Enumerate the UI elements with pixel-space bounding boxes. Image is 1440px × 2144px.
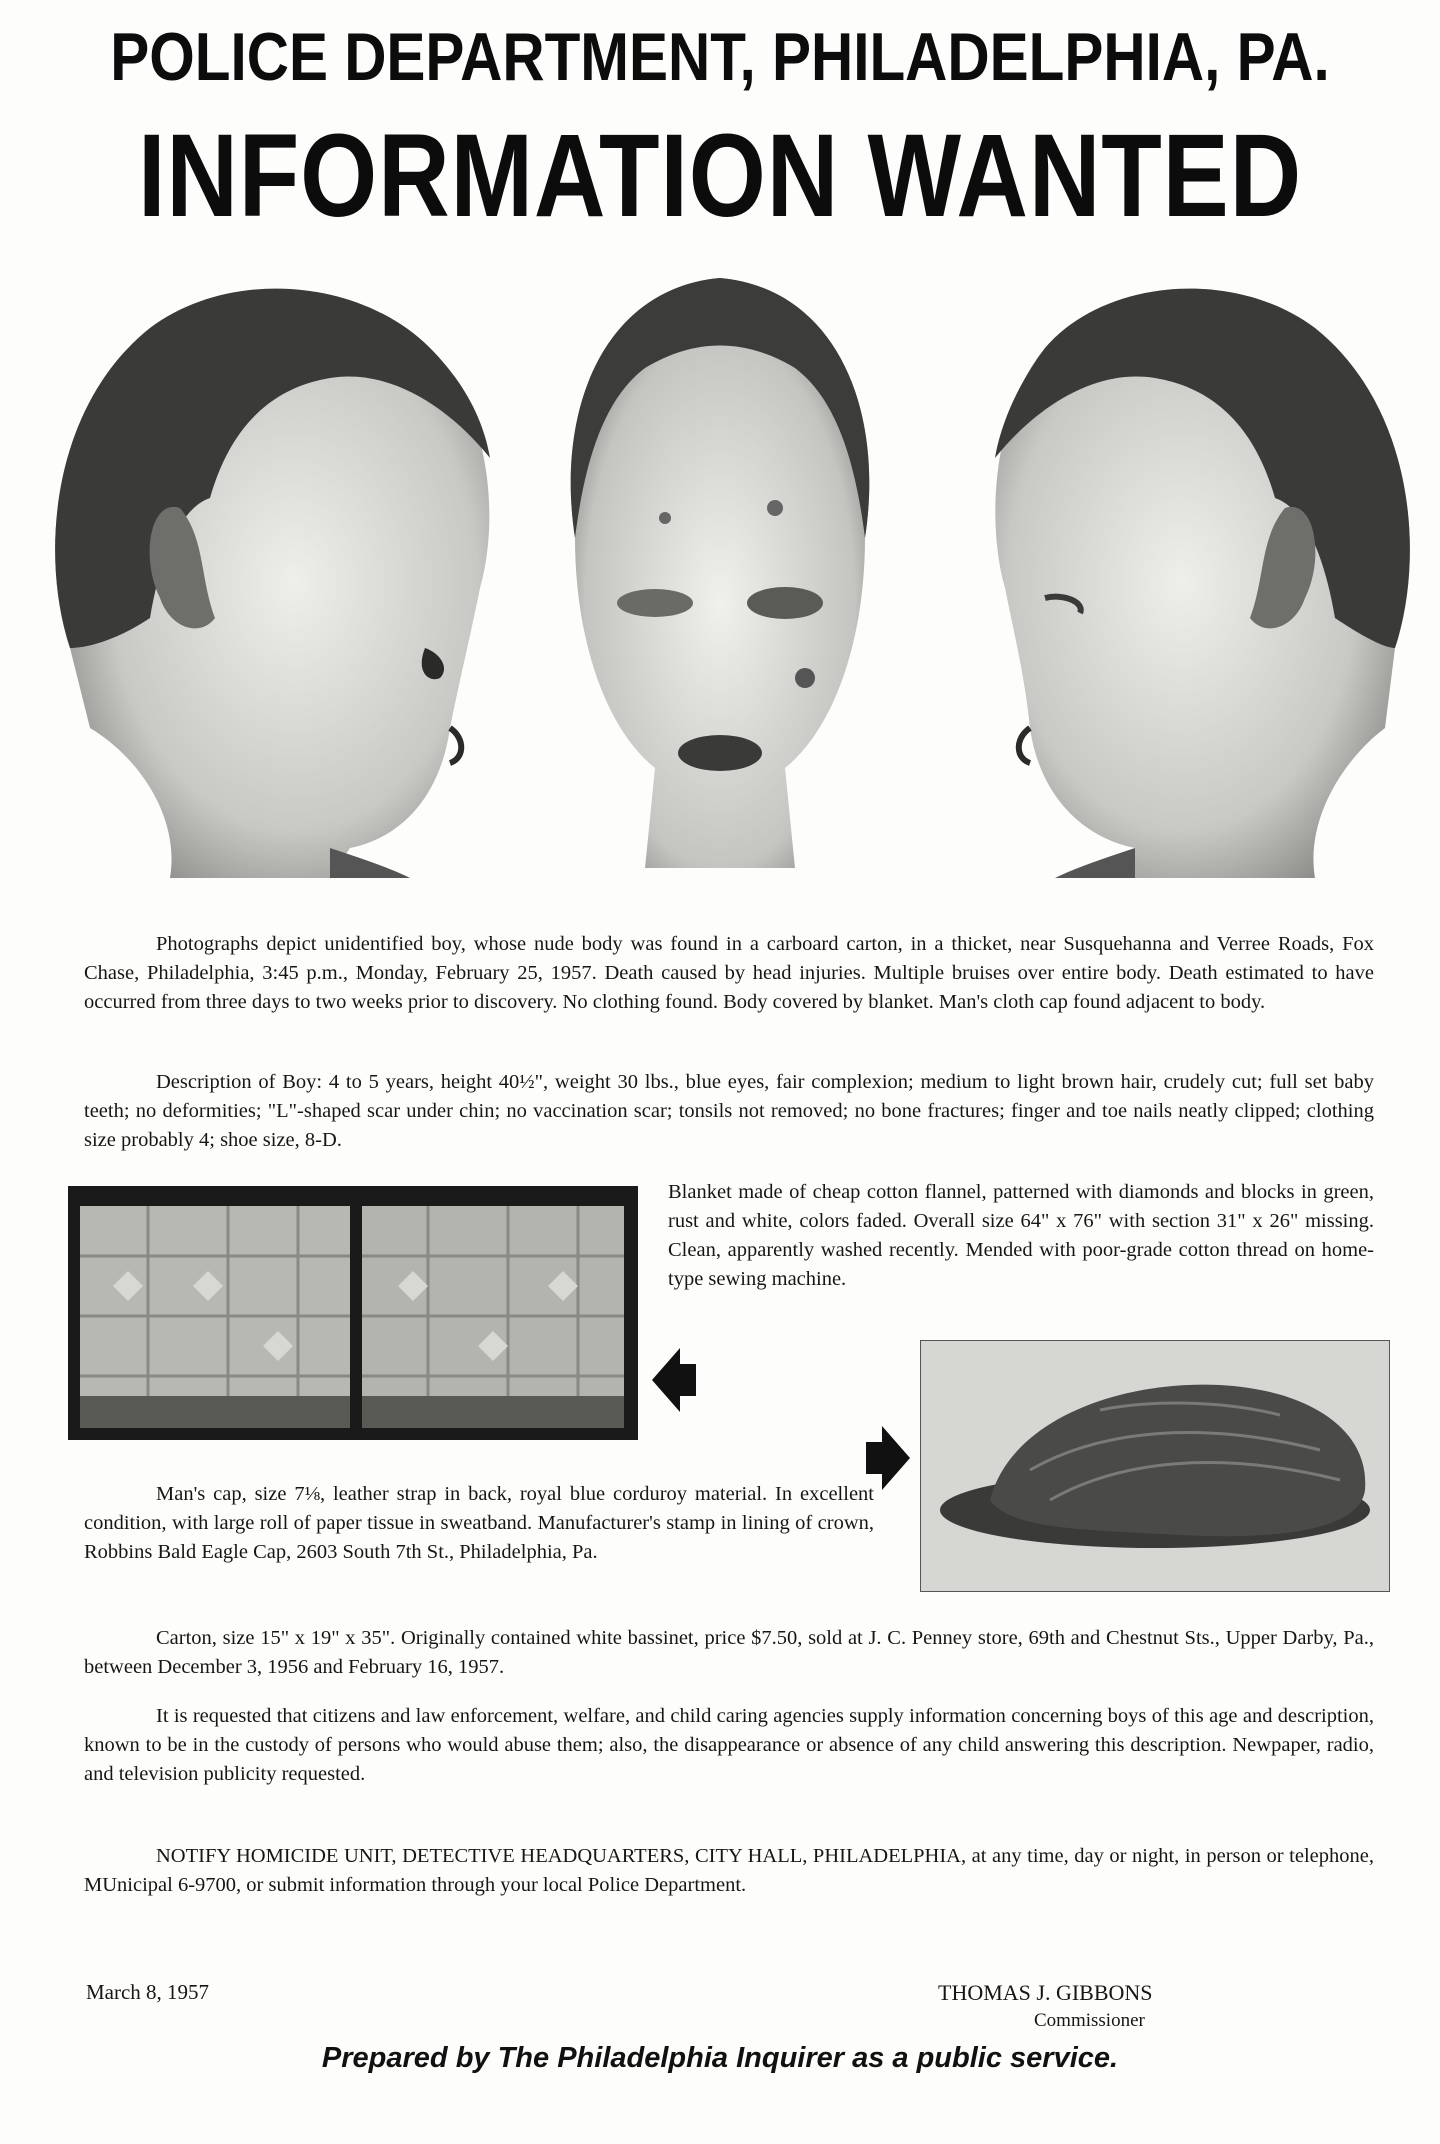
blanket-paragraph: Blanket made of cheap cotton flannel, patterned with diamonds and blocks in green, rust and white, colors faded. Overall size 64" x 76" with section 31" x 26" missing. Clean, apparently washed recently. Mended with poor-grade cotton thread on home-type sewing machine. bbox=[668, 1181, 1374, 1290]
information-wanted-heading: INFORMATION WANTED bbox=[137, 110, 1303, 242]
notify-paragraph: NOTIFY HOMICIDE UNIT, DETECTIVE HEADQUARTERS, CITY HALL, PHILADELPHIA, at any time, day or night, in person or telephone, MUnicipal 6-9700, or submit information through your local Police Department. bbox=[84, 1845, 1374, 1896]
cap-paragraph: Man's cap, size 7⅛, leather strap in back, royal blue corduroy material. In excellent condition, with large roll of paper tissue in sweatband. Manufacturer's stamp in lining of crown, Robbins Bald Eagle Cap, 2603 South 7th St., Philadelphia, Pa. bbox=[84, 1483, 874, 1563]
footer-credit: Prepared by The Philadelphia Inquirer as a public service. bbox=[321, 2042, 1119, 2074]
photographs-paragraph: Photographs depict unidentified boy, whose nude body was found in a carboard carton, in a thicket, near Susquehanna and Verree Roads, Fox Chase, Philadelphia, 3:45 p.m., Monday, February 25, 1957. Death caused by head injuries. Multiple bruises over entire body. Death estimated to have occurred from three days to two weeks prior to discovery. No clothing found. Body covered by blanket. Man's cloth cap found adjacent to body. bbox=[84, 933, 1374, 1013]
request-paragraph: It is requested that citizens and law enforcement, welfare, and child caring agencies supply information concerning boys of this age and description, known to be in the custody of persons who would abuse them; also, the disappearance or absence of any child answering this description. Newpaper, radio, and television publicity requested. bbox=[84, 1705, 1374, 1785]
commissioner-title: Commissioner bbox=[1034, 2010, 1145, 2031]
issue-date: March 8, 1957 bbox=[86, 1980, 210, 2004]
commissioner-name: THOMAS J. GIBBONS bbox=[938, 1980, 1153, 2005]
boy-left-profile-photo bbox=[30, 258, 500, 878]
boy-front-photo bbox=[535, 258, 905, 878]
blanket-photo bbox=[68, 1186, 638, 1440]
boy-right-profile-photo bbox=[985, 258, 1415, 878]
cap-photo bbox=[920, 1340, 1390, 1592]
department-heading: POLICE DEPARTMENT, PHILADELPHIA, PA. bbox=[110, 19, 1330, 95]
carton-paragraph: Carton, size 15" x 19" x 35". Originally contained white bassinet, price $7.50, sold at J. C. Penney store, 69th and Chestnut Sts., Upper Darby, Pa., between December 3, 1956 and February 16, 1957. bbox=[84, 1627, 1374, 1678]
arrow-left-icon bbox=[652, 1340, 696, 1420]
description-paragraph: Description of Boy: 4 to 5 years, height 40½", weight 30 lbs., blue eyes, fair complexion; medium to light brown hair, crudely cut; full set baby teeth; no deformities; "L"-shaped scar under chin; no vaccination scar; tonsils not removed; no bone fractures; finger and toe nails neatly clipped; clothing size probably 4; shoe size, 8-D. bbox=[84, 1071, 1374, 1151]
